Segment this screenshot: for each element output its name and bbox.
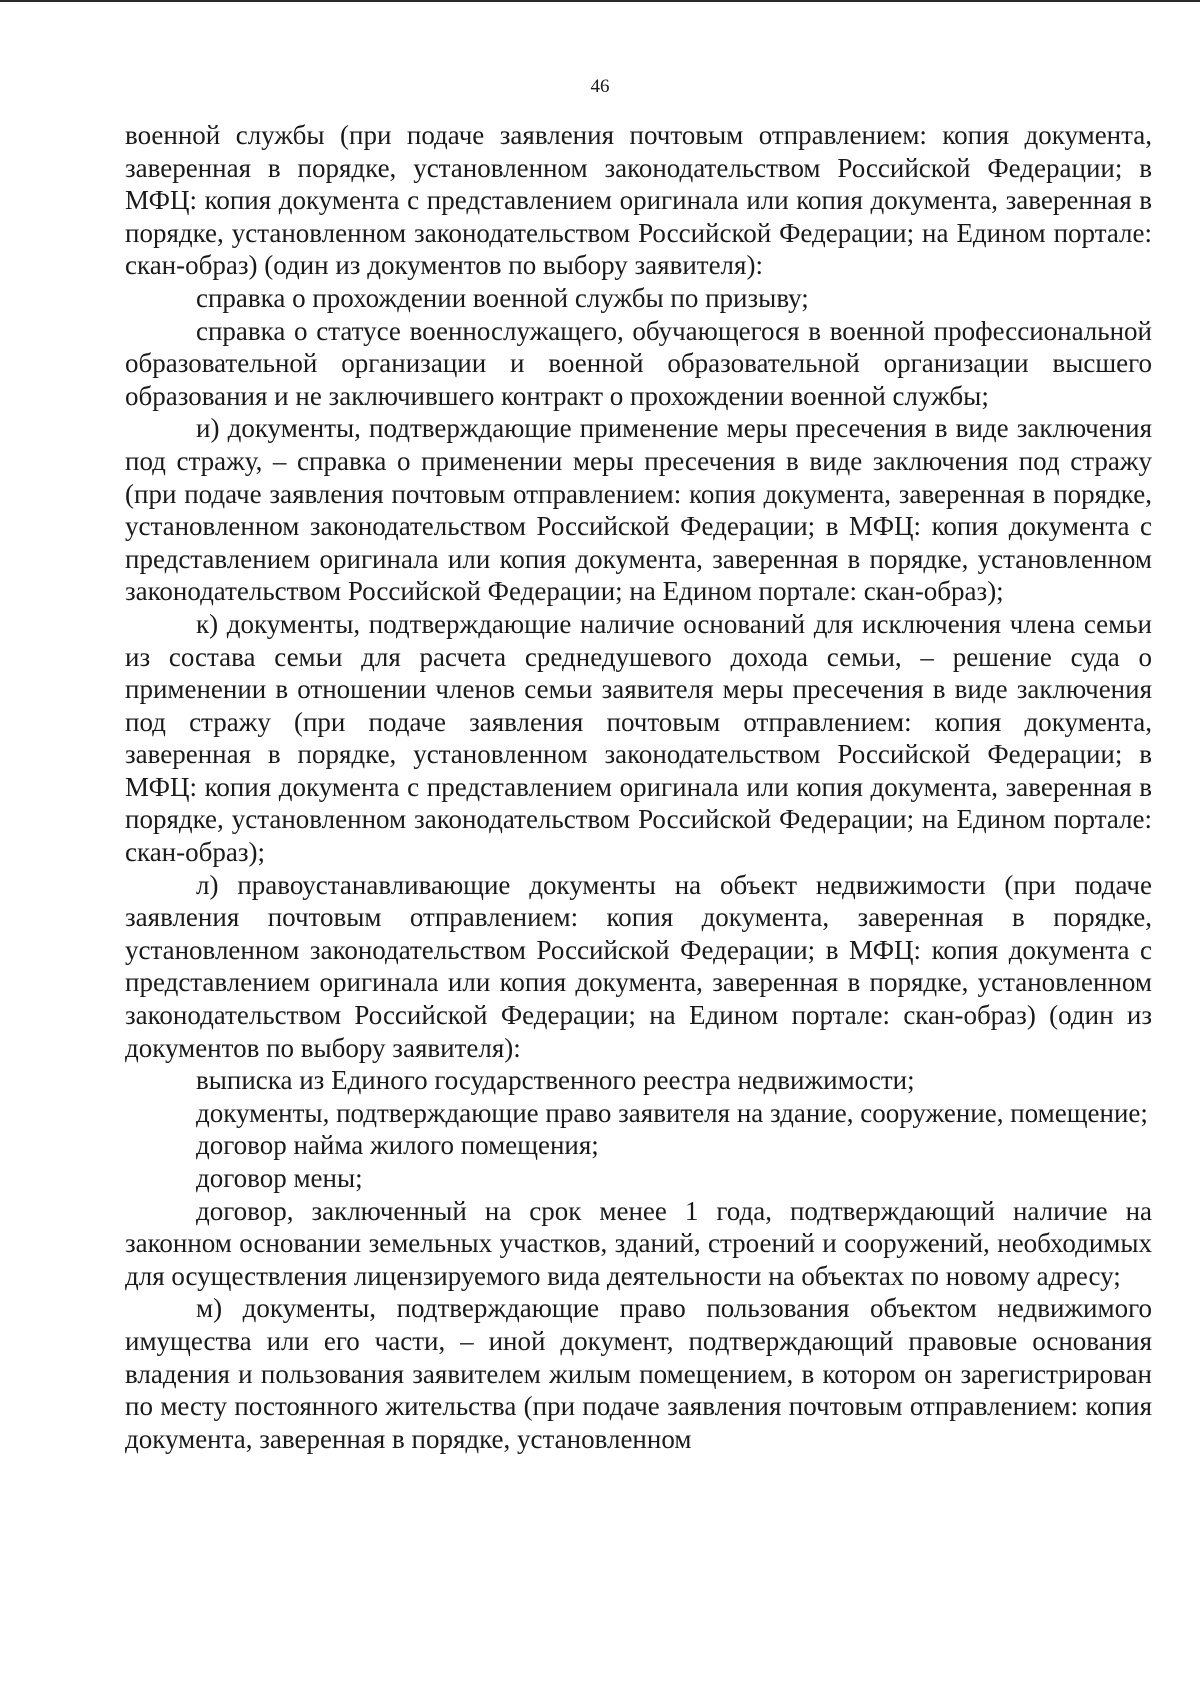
page-number: 46 bbox=[590, 76, 610, 97]
list-item-short-term-agreement: договор, заключенный на срок менее 1 года, подтверждающий наличие на законном основании земельных участков, зданий, строений и сооружений, необходимых для осуществления лицензируемого вида деятельности на объектах по новому адресу; bbox=[125, 1195, 1152, 1291]
list-item-exchange-agreement: договор мены; bbox=[196, 1163, 363, 1193]
document-body bbox=[125, 119, 1152, 1455]
list-item-conscription-certificate: справка о прохождении военной службы по призыву; bbox=[196, 282, 809, 313]
list-item-rental-agreement: договор найма жилого помещения; bbox=[196, 1130, 599, 1161]
paragraph-item-i-custody: и) документы, подтверждающие применение меры пресечения в виде заключения под стражу, – справка о применении меры пресечения в виде заключения под стражу (при подаче заявления почтовым отправлением: копия документа, заверенная в порядке, установленном законодательством Российской Федерации; в МФЦ: копия документа с представлением оригинала или копия документа, заверенная в порядке, установленном законодательством Российской Федерации; на Едином портале: скан-образ); bbox=[125, 413, 1152, 607]
paragraph-item-k-family-exclusion: к) документы, подтверждающие наличие оснований для исключения члена семьи из состава семьи для расчета среднедушевого дохода семьи, – решение суда о применении в отношении членов семьи заявителя меры пресечения в виде заключения под стражу (при подаче заявления почтовым отправлением: копия документа, заверенная в порядке, установленном законодательством Российской Федерации; в МФЦ: копия документа с представлением оригинала или копия документа, заверенная в порядке, установленном законодательством Российской Федерации; на Едином портале: скан-образ); bbox=[125, 608, 1152, 868]
list-item-serviceman-status-certificate: справка о статусе военнослужащего, обучающегося в военной профессиональной образовательной организации и военной образовательной организации высшего образования и не заключившего контракт о прохождении военной службы; bbox=[125, 315, 1152, 411]
paragraph-item-m-usage-rights: м) документы, подтверждающие право пользования объектом недвижимого имущества или его части, – иной документ, подтверждающий правовые основания владения и пользования заявителем жилым помещением, в котором он зарегистрирован по месту постоянного жительства (при подаче заявления почтовым отправлением: копия документа, заверенная в порядке, установленном bbox=[125, 1293, 1152, 1454]
paragraph-item-l-property-title: л) правоустанавливающие документы на объект недвижимости (при подаче заявления почтовым отправлением: копия документа, заверенная в порядке, установленном законодательством Российской Федерации; в МФЦ: копия документа с представлением оригинала или копия документа, заверенная в порядке, установленном законодательством Российской Федерации; на Едином портале: скан-образ) (один из документов по выбору заявителя): bbox=[125, 869, 1152, 1063]
list-item-right-documents: документы, подтверждающие право заявителя на здание, сооружение, помещение; bbox=[196, 1097, 1148, 1128]
paragraph-military-service-continuation: военной службы (при подаче заявления почтовым отправлением: копия документа, заверенная в порядке, установленном законодательством Российской Федерации; в МФЦ: копия документа с представлением оригинала или копия документа, заверенная в порядке, установленном законодательством Российской Федерации; на Едином портале: скан-образ) (один из документов по выбору заявителя): bbox=[125, 120, 1152, 281]
list-item-registry-extract: выписка из Единого государственного реестра недвижимости; bbox=[196, 1065, 915, 1096]
scan-top-edge bbox=[0, 0, 1200, 2]
